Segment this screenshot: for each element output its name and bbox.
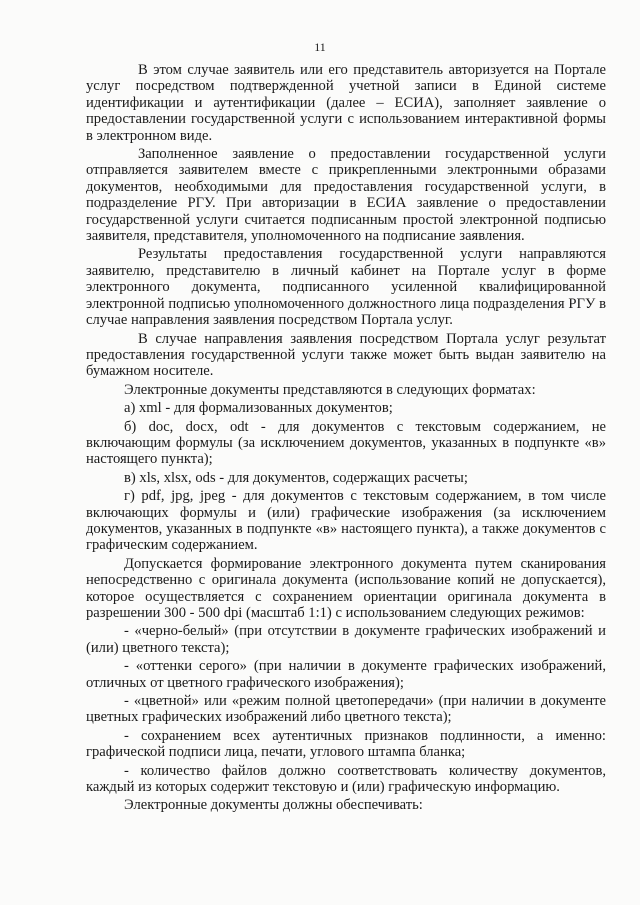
document-body [86, 62, 606, 816]
list-item-format-c: в) xls, xlsx, ods - для документов, содержащих расчеты; [124, 469, 468, 486]
paragraph-service-results: Результаты предоставления государственной услуги направляются заявителю, представителю в личный кабинет на Портале услуг в форме электронного документа, подписанного усиленной квалифицированной электронной подписью уполномоченного должностного лица подразделения РГУ в случае направления заявления посредством Портала услуг. [86, 246, 606, 329]
paragraph-paper-result: В случае направления заявления посредством Портала услуг результат предоставления государственной услуги также может быть выдан заявителю на бумажном носителе. [86, 330, 606, 380]
list-item-format-d: г) pdf, jpg, jpeg - для документов с текстовым содержанием, в том числе включающих формулы и (или) графические изображения (за исключением документов, указанных в подпункте «в» настоящего пункта), а также документов с графическим содержанием. [86, 488, 606, 554]
list-item-format-a: а) xml - для формализованных документов; [124, 400, 393, 417]
page-number: 11 [314, 40, 326, 54]
paragraph-formats-intro: Электронные документы представляются в следующих форматах: [124, 381, 536, 398]
paragraph-application-submission: Заполненное заявление о предоставлении государственной услуги отправляется заявителем вместе с прикрепленными электронными образами документов, необходимыми для предоставления государственной услуги, в подразделение РГУ. При авторизации в ЕСИА заявление о предоставлении государственной услуги считается подписанным простой электронной подписью заявителя, представителя, уполномоченного на подписание заявления. [86, 146, 606, 245]
list-item-mode-color: - «цветной» или «режим полной цветопередачи» (при наличии в документе цветных графических изображений либо цветного текста); [86, 693, 606, 726]
list-item-mode-bw: - «черно-белый» (при отсутствии в документе графических изображений и (или) цветного текста); [86, 623, 606, 656]
paragraph-scanning: Допускается формирование электронного документа путем сканирования непосредственно с оригинала документа (использование копий не допускается), которое осуществляется с сохранением ориентации оригинала документа в разрешении 300 - 500 dpi (масштаб 1:1) с использованием следующих режимов: [86, 555, 606, 621]
list-item-file-count: - количество файлов должно соответствовать количеству документов, каждый из которых содержит текстовую и (или) графическую информацию. [86, 762, 606, 796]
paragraph-must-ensure: Электронные документы должны обеспечивать: [124, 797, 423, 814]
list-item-authenticity: - сохранением всех аутентичных признаков подлинности, а именно: графической подписи лица, печати, углового штампа бланка; [86, 727, 606, 761]
list-item-mode-grayscale: - «оттенки серого» (при наличии в документе графических изображений, отличных от цветного графического изображения); [86, 658, 606, 691]
paragraph-esia-authorization: В этом случае заявитель или его представитель авторизуется на Портале услуг посредством подтвержденной учетной записи в Единой системе идентификации и аутентификации (далее – ЕСИА), заполняет заявление о предоставлении государственной услуги с использованием интерактивной формы в электронном виде. [86, 62, 606, 144]
list-item-format-b: б) doc, docx, odt - для документов с текстовым содержанием, не включающим формулы (за исключением документов, указанных в подпункте «в» настоящего пункта); [86, 418, 606, 468]
